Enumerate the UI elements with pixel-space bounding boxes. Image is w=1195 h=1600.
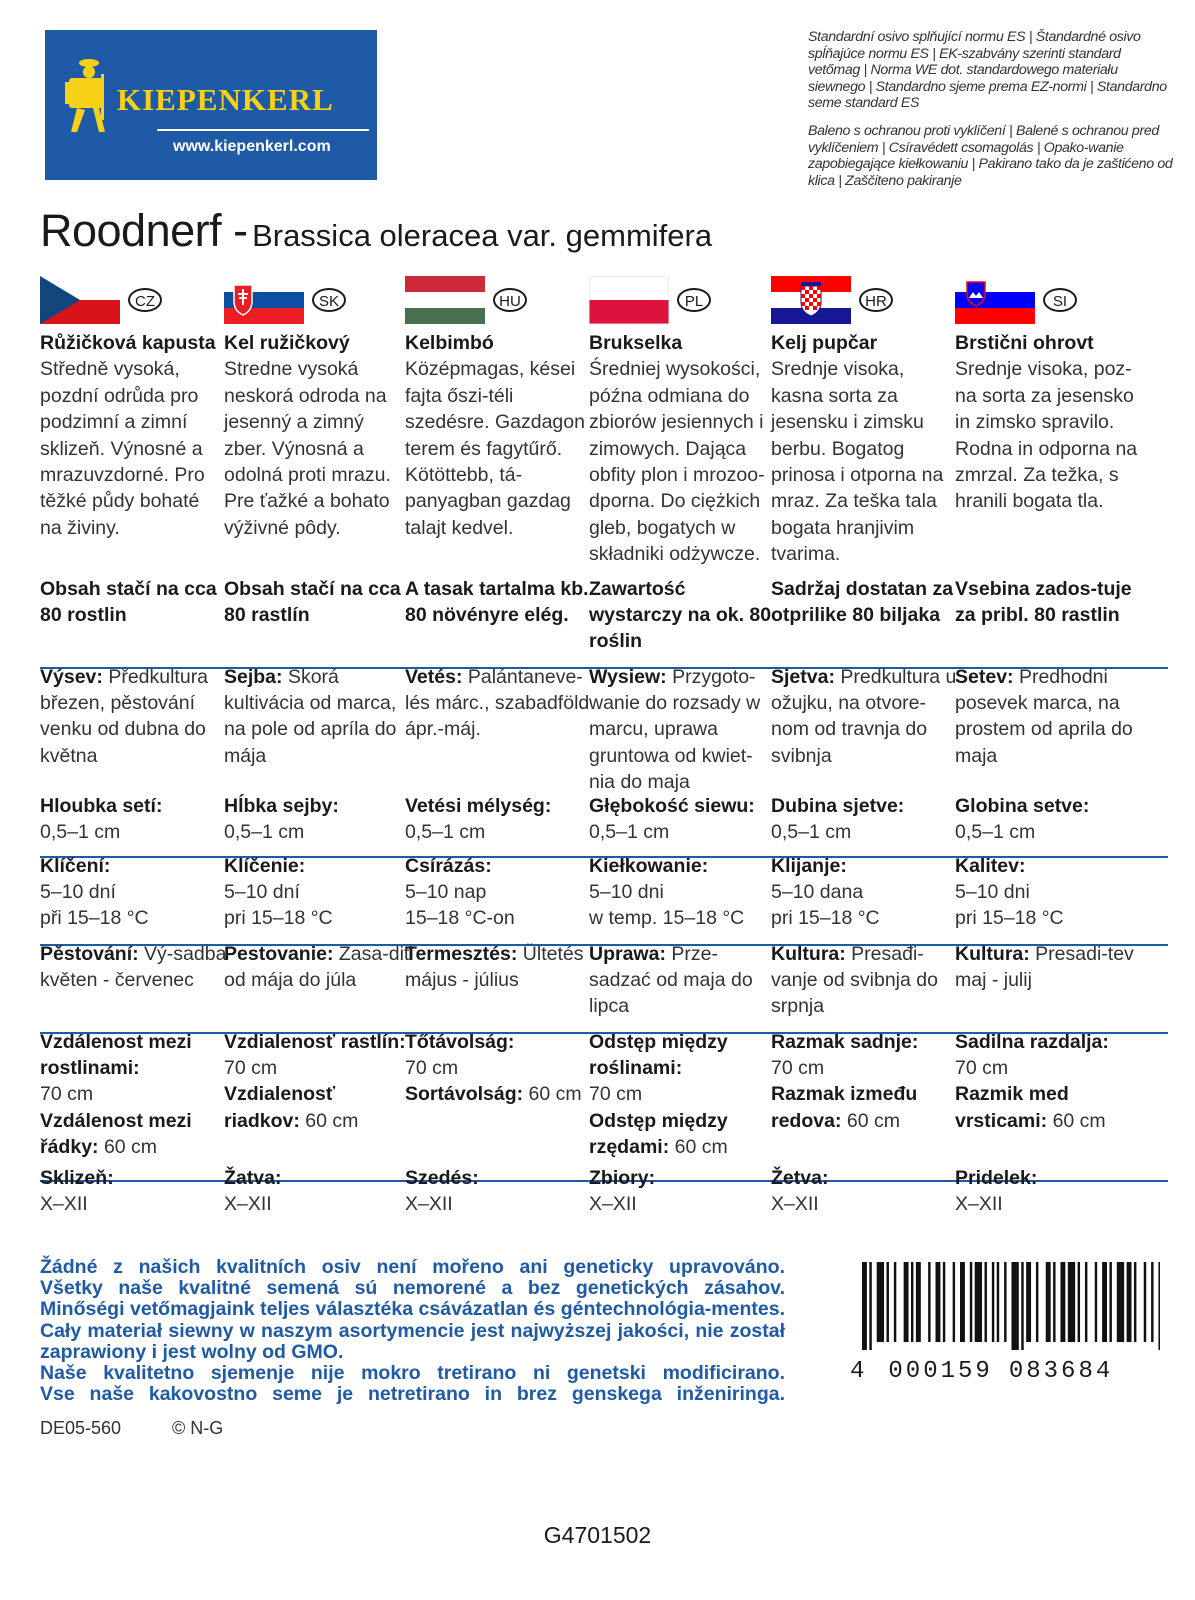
germination-cell <box>589 853 777 932</box>
latin-name: Brassica oleracea var. gemmifera <box>252 218 713 253</box>
cultivation-label: Termesztés: <box>405 943 518 965</box>
depth-label: Hloubka setí: <box>40 795 163 817</box>
germination-days: 5–10 dni <box>589 881 664 904</box>
germination-days: 5–10 dní <box>40 881 116 904</box>
flag-cz-icon <box>40 276 120 324</box>
depth-label: Głębokość siewu: <box>589 795 755 817</box>
country-code-badge: SK <box>312 288 346 312</box>
barcode-first-digit: 4 <box>850 1358 865 1385</box>
country-code-badge: CZ <box>128 288 162 312</box>
barcode-bar <box>1078 1262 1080 1342</box>
germination-temp: při 15–18 °C <box>40 907 149 930</box>
barcode-bar <box>928 1262 930 1342</box>
germination-label: Klijanje: <box>771 855 847 877</box>
plant-spacing-value: 70 cm <box>955 1057 1009 1080</box>
cultivation-label: Uprawa: <box>589 943 666 965</box>
barcode-bar <box>877 1262 884 1342</box>
harvest-value: X–XII <box>589 1193 637 1216</box>
plant-spacing-label: Vzdálenost mezi rostlinami: <box>40 1031 192 1080</box>
gmo-statement <box>40 1257 785 1405</box>
cultivation-cell <box>405 941 593 993</box>
vegetable-name: Kelbimbó <box>405 332 494 354</box>
sowing-value: Predhodni posevek marca, na prostem od aprila do maja <box>955 666 1133 767</box>
depth-label: Dubina sjetve: <box>771 795 905 817</box>
gmo-line: Žádné z našich kvalitních osiv není mořeno ani geneticky upravováno. <box>40 1256 785 1278</box>
harvest-cell <box>405 1165 593 1217</box>
cultivation-label: Kultura: <box>955 943 1030 965</box>
row-spacing-value: 60 cm <box>846 1109 900 1132</box>
contents-cell <box>955 576 1143 628</box>
plant-spacing-value: 70 cm <box>405 1057 459 1080</box>
harvest-label: Zbiory: <box>589 1167 656 1189</box>
column-text <box>224 330 410 541</box>
barcode-bar <box>1021 1262 1023 1350</box>
barcode-bar <box>1046 1262 1051 1342</box>
cultivation-value: Zasa-diť od mája do júla <box>224 943 412 992</box>
depth-label: Globina setve: <box>955 795 1090 817</box>
barcode-bar <box>894 1262 896 1342</box>
cultivation-value: Ültetés május - július <box>405 943 584 992</box>
harvest-cell <box>224 1165 412 1217</box>
cultivation-cell <box>40 941 228 993</box>
variety-description: Középmagas, kései fajta őszi-téli szedésre. Gazdagon terem és fagytűrő. Kötöttebb, tá-panyagban gazdag talajt kedvel. <box>405 358 585 539</box>
harvest-cell <box>771 1165 959 1217</box>
germination-cell <box>224 853 412 932</box>
germination-cell <box>40 853 228 932</box>
barcode-bar <box>1026 1262 1031 1342</box>
row-spacing-label: Vzdialenosť riadkov: <box>224 1083 336 1132</box>
variety-name: Roodnerf - <box>40 205 248 256</box>
plant-spacing-label: Tőtávolság: <box>405 1031 515 1053</box>
harvest-value: X–XII <box>955 1193 1003 1216</box>
harvest-label: Sklizeň: <box>40 1167 114 1189</box>
brand-url: www.kiepenkerl.com <box>173 138 331 155</box>
germination-label: Klíčenie: <box>224 855 306 877</box>
plant-spacing-label: Sadilna razdalja: <box>955 1031 1109 1053</box>
germination-cell <box>771 853 959 932</box>
sowing-cell <box>224 664 412 769</box>
germination-days: 5–10 dni <box>955 881 1030 904</box>
barcode-bar <box>1004 1262 1006 1342</box>
variety-description: Średniej wysokości, późna odmiana do zbiorów jesiennych i zimowych. Dająca obfity plon i mrozoo-dporna. Do ciężkich gleb, bogatych w składniki odżywcze. <box>589 358 765 566</box>
harvest-label: Pridelek: <box>955 1167 1038 1189</box>
depth-value: 0,5–1 cm <box>589 821 670 844</box>
barcode-bar <box>911 1262 913 1342</box>
depth-cell <box>405 793 593 845</box>
germination-temp: pri 15–18 °C <box>771 907 880 930</box>
row-spacing-label: Sortávolság: <box>405 1083 524 1106</box>
barcode-bar <box>997 1262 999 1342</box>
barcode-bar <box>862 1262 867 1350</box>
row-spacing-label: Odstęp między rzędami: <box>589 1109 728 1158</box>
cultivation-label: Kultura: <box>771 943 846 965</box>
harvest-label: Szedés: <box>405 1167 479 1189</box>
cultivation-value: Prze-sadzać od maja do lipca <box>589 943 753 1018</box>
gmo-line: Minőségi vetőmagjaink teljes választéka csávázatlan és géntechnológia-mentes. <box>40 1298 785 1321</box>
depth-label: Hĺbka sejby: <box>224 795 339 817</box>
barcode-bar <box>1036 1262 1038 1342</box>
column-text <box>40 330 226 541</box>
depth-cell <box>40 793 228 845</box>
barcode-bar <box>1068 1262 1075 1342</box>
depth-value: 0,5–1 cm <box>224 821 305 844</box>
harvest-cell <box>40 1165 228 1217</box>
row-spacing-value: 60 cm <box>103 1135 158 1158</box>
row-spacing-value: 60 cm <box>1052 1109 1106 1132</box>
vegetable-name: Brstični ohrovt <box>955 332 1094 354</box>
article-number: DE05-560 <box>40 1418 122 1438</box>
cultivation-label: Pestovanie: <box>224 943 334 965</box>
country-code-badge: SI <box>1043 288 1077 312</box>
sowing-label: Vetés: <box>405 666 463 688</box>
harvest-label: Žetva: <box>771 1167 829 1189</box>
barcode-bar <box>936 1262 941 1342</box>
packaging-note: Baleno s ochranou proti vyklíčení | Balené s ochranou pred vyklíčeniem | Csíravédett csomagolás | Opako-wanie zapobiegające kiełkowaniu | Pakirano tako da je zaštićeno od klica | Zaščiteno pakiranje <box>808 123 1173 189</box>
germination-days: 5–10 nap <box>405 881 487 904</box>
sowing-value: Palántaneve-lés márc., szabadföld ápr.-máj. <box>405 666 590 741</box>
germination-temp: pri 15–18 °C <box>224 907 333 930</box>
barcode-left-digits: 000159 <box>888 1358 993 1385</box>
plant-spacing-value: 70 cm <box>771 1057 825 1080</box>
barcode-bar <box>1109 1262 1111 1342</box>
barcode-bar <box>1095 1262 1097 1342</box>
contents-cell <box>405 576 593 628</box>
barcode-bar <box>916 1262 921 1342</box>
barcode-bar <box>1011 1262 1018 1350</box>
contents-note: Vsebina zados-tuje za pribl. 80 rastlin <box>955 578 1132 627</box>
germination-days: 5–10 dní <box>224 881 300 904</box>
harvest-value: X–XII <box>40 1193 88 1216</box>
row-spacing-value: 60 cm <box>674 1135 728 1158</box>
column-text <box>589 330 775 568</box>
plant-spacing-label: Odstęp między roślinami: <box>589 1031 728 1080</box>
flag-hr-icon <box>771 276 851 324</box>
germination-temp: w temp. 15–18 °C <box>589 907 745 930</box>
flag-sk-icon <box>224 276 304 324</box>
cultivation-label: Pěstování: <box>40 943 139 965</box>
plant-spacing-value: 70 cm <box>224 1057 278 1080</box>
cultivation-value: Presadi-tev maj - julij <box>955 943 1134 992</box>
contents-cell <box>224 576 412 628</box>
depth-cell <box>224 793 412 845</box>
germination-cell <box>405 853 593 932</box>
depth-cell <box>771 793 959 845</box>
depth-value: 0,5–1 cm <box>40 821 121 844</box>
vegetable-name: Kel ružičkový <box>224 332 350 354</box>
vegetable-name: Kelj pupčar <box>771 332 878 354</box>
country-code-badge: HR <box>859 288 893 312</box>
brand-name: KIEPENKERL <box>117 82 334 117</box>
germination-cell <box>955 853 1143 932</box>
sowing-cell <box>405 664 593 743</box>
barcode-bar <box>1134 1262 1136 1342</box>
barcode-bar <box>1127 1262 1132 1342</box>
depth-label: Vetési mélység: <box>405 795 552 817</box>
sowing-label: Sejba: <box>224 666 283 688</box>
batch-code: G4701502 <box>543 1522 652 1548</box>
flag-si-icon <box>955 276 1035 324</box>
sowing-value: Predkultura u ožujku, na otvore-nom od travnja do svibnja <box>771 666 957 767</box>
gmo-line: Vse naše kakovostno seme je netretirano in brez genskega inženiringa. <box>40 1383 785 1406</box>
depth-cell <box>589 793 777 845</box>
row-spacing-value: 60 cm <box>528 1083 582 1106</box>
germination-temp: 15–18 °C-on <box>405 907 515 930</box>
germination-label: Klíčení: <box>40 855 111 877</box>
barcode-bar <box>975 1262 982 1342</box>
germination-label: Kiełkowanie: <box>589 855 709 877</box>
sowing-label: Wysiew: <box>589 666 667 688</box>
cultivation-value: Vý-sadba květen - červenec <box>40 943 227 992</box>
contents-note: Zawartość wystarczy na ok. 80 roślin <box>589 578 772 653</box>
sowing-cell <box>40 664 228 769</box>
barcode-right-digits: 083684 <box>1008 1358 1114 1385</box>
sowing-cell <box>771 664 959 769</box>
barcode-bar <box>1102 1262 1107 1342</box>
gmo-line: Cały materiał siewny w naszym asortymencie jest najwyższej jakości, nie został <box>40 1319 785 1342</box>
sowing-value: Przygoto-wanie do rozsady w marcu, uprawa gruntowa od kwiet-nia do maja <box>589 666 761 793</box>
variety-description: Srednje visoka, kasna sorta za jesensku i zimsku berbu. Bogatog prinosa i otporna na mraz. Za teška tala bogata hranjivim tvarima. <box>771 358 944 566</box>
barcode-bar <box>1085 1262 1087 1342</box>
flag-hu-icon <box>405 276 485 324</box>
spacing-cell <box>405 1029 593 1108</box>
row-spacing-label: Razmik med vrsticami: <box>955 1083 1069 1132</box>
germination-days: 5–10 dana <box>771 881 864 904</box>
contents-note: Obsah stačí na cca 80 rostlin <box>40 578 217 627</box>
variety-description: Středně vysoká, pozdní odrůda pro podzimní a zimní sklizeň. Výnosné a mrazuvzdorné. Pro těžké půdy bohaté na živiny. <box>40 358 205 539</box>
sowing-cell <box>589 664 777 795</box>
barcode-bar <box>1060 1262 1065 1342</box>
column-text <box>405 330 591 541</box>
barcode-bar <box>1053 1262 1055 1342</box>
sowing-value: Skorá kultivácia od marca, na pole od apríla do mája <box>224 666 397 767</box>
cultivation-value: Presađi-vanje od svibnja do srpnja <box>771 943 938 1018</box>
spacing-cell <box>589 1029 777 1160</box>
barcode-bar <box>1151 1262 1153 1342</box>
row-spacing-label: Vzdálenost mezi řádky: <box>40 1109 192 1158</box>
contents-note: A tasak tartalma kb. 80 növényre elég. <box>405 578 589 627</box>
cultivation-cell <box>955 941 1143 993</box>
variety-description: Srednje visoka, poz-na sorta za jesensko in zimsko spravilo. Rodna in odporna na zmrzal. Za težka, s hranili bogata tla. <box>955 358 1138 513</box>
spacing-cell <box>224 1029 412 1134</box>
plant-spacing-label: Vzdialenosť rastlín: <box>224 1031 406 1053</box>
country-code-badge: HU <box>493 288 527 312</box>
spacing-cell <box>771 1029 959 1134</box>
barcode-bar <box>904 1262 909 1342</box>
page-title <box>40 205 712 257</box>
column-text <box>955 330 1141 515</box>
harvest-value: X–XII <box>224 1193 272 1216</box>
spacing-cell <box>955 1029 1143 1134</box>
copyright: © N-G <box>172 1418 224 1438</box>
plant-spacing-value: 70 cm <box>589 1083 643 1106</box>
barcode-bar <box>960 1262 965 1342</box>
harvest-cell <box>589 1165 777 1217</box>
barcode-bar <box>953 1262 955 1342</box>
depth-value: 0,5–1 cm <box>405 821 486 844</box>
sowing-label: Sjetva: <box>771 666 835 688</box>
barcode-bar <box>943 1262 945 1342</box>
vegetable-name: Růžičková kapusta <box>40 332 216 354</box>
barcode-bar <box>970 1262 972 1342</box>
contents-note: Obsah stačí na cca 80 rastlín <box>224 578 401 627</box>
standard-seed-note: Standardní osivo splňující normu ES | Štandardné osivo spĺňajúce normu ES | EK-szabvány szerinti standard vetőmag | Norma WE dot. standardowego materiału siewnego | Standardno sjeme prema EZ-normi | Standardno seme standard ES <box>808 29 1167 112</box>
sowing-label: Výsev: <box>40 666 103 688</box>
barcode-bar <box>1144 1262 1146 1342</box>
harvest-cell <box>955 1165 1143 1217</box>
plant-spacing-value: 70 cm <box>40 1083 94 1106</box>
harvest-value: X–XII <box>405 1193 453 1216</box>
contents-cell <box>771 576 959 628</box>
row-spacing-label: Razmak između redova: <box>771 1083 918 1132</box>
gmo-line: Všetky naše kvalitné semená sú nemorené a bez genetických zásahov. <box>40 1277 785 1300</box>
harvest-label: Žatva: <box>224 1167 282 1189</box>
barcode-bar <box>1158 1262 1160 1350</box>
sowing-label: Setev: <box>955 666 1014 688</box>
cultivation-cell <box>771 941 959 1020</box>
cultivation-cell <box>589 941 777 1020</box>
germination-label: Csírázás: <box>405 855 492 877</box>
cultivation-cell <box>224 941 412 993</box>
kiepenkerl-logo <box>45 30 377 180</box>
contents-cell <box>40 576 228 628</box>
gmo-line: zaprawiony i jest wolny od GMO. <box>40 1340 344 1363</box>
barcode-number <box>850 1358 1162 1385</box>
depth-cell <box>955 793 1143 845</box>
column-text <box>771 330 957 568</box>
depth-value: 0,5–1 cm <box>771 821 852 844</box>
gmo-line: Naše kvalitetno sjemenje nije mokro tretirano ni genetski modificirano. <box>40 1362 785 1385</box>
depth-value: 0,5–1 cm <box>955 821 1036 844</box>
contents-note: Sadržaj dostatan za otprilike 80 biljaka <box>771 578 954 627</box>
germination-label: Kalitev: <box>955 855 1026 877</box>
germination-temp: pri 15–18 °C <box>955 907 1064 930</box>
contents-cell <box>589 576 777 655</box>
barcode-bar <box>985 1262 987 1342</box>
spacing-cell <box>40 1029 228 1160</box>
barcode-bar <box>869 1262 871 1350</box>
vegetable-name: Brukselka <box>589 332 683 354</box>
plant-spacing-label: Razmak sadnje: <box>771 1031 919 1053</box>
variety-description: Stredne vysoká neskorá odroda na jesenný a zimný zber. Výnosná a odolná proti mrazu. Pre ťažké a bohato výživné pôdy. <box>224 358 391 539</box>
barcode-bar <box>887 1262 889 1342</box>
barcode-bar <box>992 1262 994 1342</box>
sowing-value: Předkultura březen, pěstování venku od dubna do května <box>40 666 209 767</box>
country-code-badge: PL <box>677 288 711 312</box>
row-spacing-value: 60 cm <box>305 1109 359 1132</box>
kiepenkerl-man-icon <box>63 56 113 138</box>
barcode-bar <box>1117 1262 1124 1342</box>
logo-divider <box>157 129 369 131</box>
sowing-cell <box>955 664 1143 769</box>
flag-pl-icon <box>589 276 669 324</box>
harvest-value: X–XII <box>771 1193 819 1216</box>
